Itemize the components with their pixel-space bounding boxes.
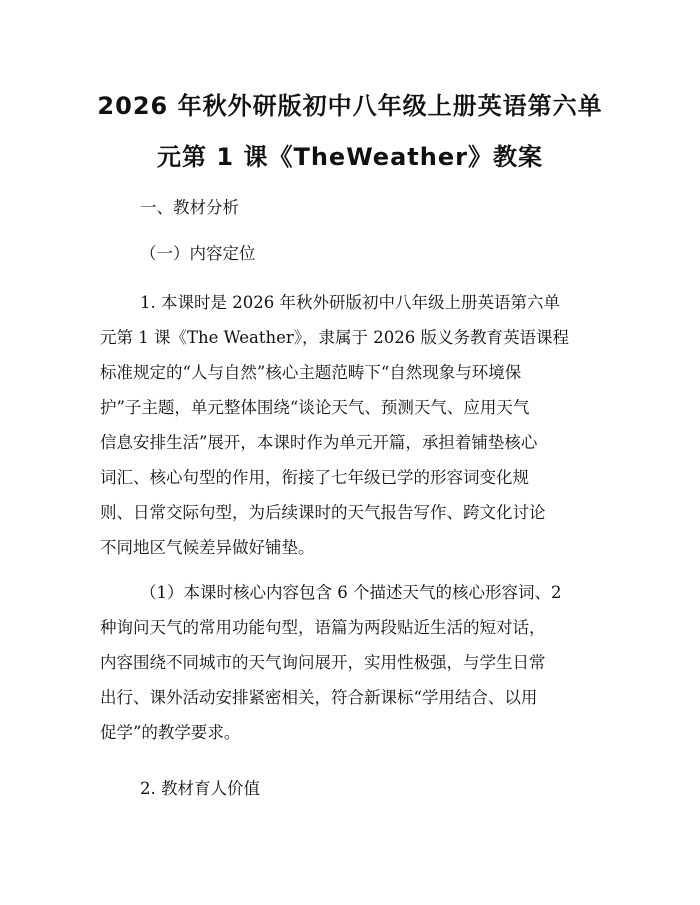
item-heading-educational-value: 2. 教材育人价值 <box>140 779 260 798</box>
paragraph-line: 出行、课外活动安排紧密相关，符合新课标“学用结合、以用 <box>100 688 538 707</box>
paragraph-line: 护”子主题，单元整体围绕“谈论天气、预测天气、应用天气 <box>100 398 530 417</box>
paragraph-line: 促学”的教学要求。 <box>100 723 241 742</box>
paragraph-line: 不同地区气候差异做好铺垫。 <box>100 538 315 557</box>
paragraph-line: 标准规定的“人与自然”核心主题范畴下“自然现象与环境保 <box>100 363 522 382</box>
paragraph-line: 1. 本课时是 2026 年秋外研版初中八年级上册英语第六单 <box>140 293 560 312</box>
subsection-heading-content-positioning: （一）内容定位 <box>140 244 256 263</box>
paragraph-line: 内容围绕不同城市的天气询问展开，实用性极强，与学生日常 <box>100 653 546 672</box>
paragraph-core-content <box>100 575 600 750</box>
section-heading-textbook-analysis: 一、教材分析 <box>140 198 239 217</box>
paragraph-line: 元第 1 课《The Weather》，隶属于 2026 版义务教育英语课程 <box>100 328 569 347</box>
paragraph-line: 词汇、核心句型的作用，衔接了七年级已学的形容词变化规 <box>100 468 529 487</box>
paragraph-content-positioning <box>100 285 600 565</box>
paragraph-line: 种询问天气的常用功能句型，语篇为两段贴近生活的短对话， <box>100 618 546 637</box>
document-title-line-2: 元第 1 课《TheWeather》教案 <box>157 143 543 171</box>
paragraph-line: 信息安排生活”展开，本课时作为单元开篇，承担着铺垫核心 <box>100 433 538 452</box>
document-title-line-1: 2026 年秋外研版初中八年级上册英语第六单 <box>97 92 603 120</box>
paragraph-line: 则、日常交际句型，为后续课时的天气报告写作、跨文化讨论 <box>100 503 546 522</box>
paragraph-line: （1）本课时核心内容包含 6 个描述天气的核心形容词、2 <box>140 583 562 602</box>
